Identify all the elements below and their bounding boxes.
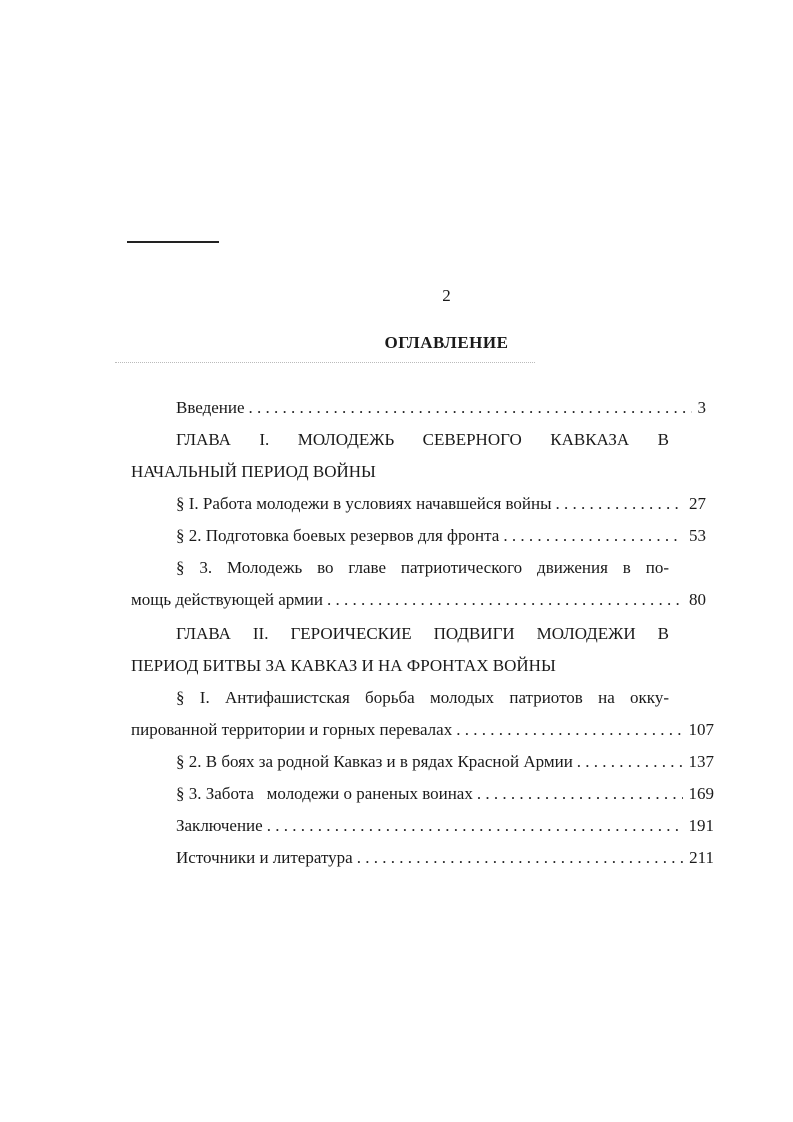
dot-leader bbox=[267, 816, 683, 836]
toc-label: пированной территории и горных перевалах bbox=[131, 720, 453, 739]
dot-leader bbox=[249, 398, 692, 418]
toc-entry-sources[interactable] bbox=[176, 848, 714, 868]
page-number: 2 bbox=[442, 286, 451, 305]
chapter-1-heading-line1: ГЛАВА I. МОЛОДЕЖЬ СЕВЕРНОГО КАВКАЗА В bbox=[176, 430, 669, 449]
toc-label: § 2. Подготовка боевых резервов для фронта bbox=[176, 526, 500, 545]
toc-page: 211 bbox=[689, 848, 714, 867]
dot-leader bbox=[477, 784, 683, 804]
dot-leader bbox=[357, 848, 683, 868]
toc-label: мощь действующей армии bbox=[131, 590, 323, 609]
toc-page: 137 bbox=[688, 752, 714, 771]
toc-entry-1-3[interactable] bbox=[131, 590, 706, 610]
chapter-2-heading-line2: ПЕРИОД БИТВЫ ЗА КАВКАЗ И НА ФРОНТАХ ВОЙНЫ bbox=[131, 656, 556, 675]
dot-leader bbox=[556, 494, 683, 514]
toc-label: § 3. Забота молодежи о раненых воинах bbox=[176, 784, 473, 803]
toc-entry-2-2[interactable] bbox=[176, 752, 714, 772]
toc-entry-1-3-line1: § 3. Молодежь во главе патриотического движения в по- bbox=[176, 558, 669, 577]
toc-entry-2-3[interactable] bbox=[176, 784, 714, 804]
scan-rule-mark bbox=[127, 241, 219, 243]
toc-page: 3 bbox=[697, 398, 706, 417]
toc-page: 107 bbox=[688, 720, 714, 739]
chapter-2-heading-line1: ГЛАВА II. ГЕРОИЧЕСКИЕ ПОДВИГИ МОЛОДЕЖИ В bbox=[176, 624, 669, 643]
scan-artifact-line bbox=[115, 362, 535, 364]
toc-label: Введение bbox=[176, 398, 245, 417]
toc-entry-conclusion[interactable] bbox=[176, 816, 714, 836]
toc-label: Источники и литература bbox=[176, 848, 353, 867]
toc-page: 27 bbox=[689, 494, 706, 513]
toc-label: § I. Работа молодежи в условиях начавшейся войны bbox=[176, 494, 552, 513]
toc-entry-1-1[interactable] bbox=[176, 494, 706, 514]
dot-leader bbox=[327, 590, 683, 610]
toc-entry-1-2[interactable] bbox=[176, 526, 706, 546]
toc-entry-2-1-line1: § I. Антифашистская борьба молодых патриотов на окку- bbox=[176, 688, 669, 707]
toc-label: Заключение bbox=[176, 816, 263, 835]
toc-page: 80 bbox=[689, 590, 706, 609]
dot-leader bbox=[503, 526, 683, 546]
toc-page: 191 bbox=[688, 816, 714, 835]
toc-page: 169 bbox=[688, 784, 714, 803]
toc-entry-introduction[interactable] bbox=[176, 398, 706, 418]
toc-label: § 2. В боях за родной Кавказ и в рядах Красной Армии bbox=[176, 752, 573, 771]
dot-leader bbox=[456, 720, 682, 740]
chapter-1-heading-line2: НАЧАЛЬНЫЙ ПЕРИОД ВОЙНЫ bbox=[131, 462, 376, 481]
toc-entry-2-1[interactable] bbox=[131, 720, 714, 740]
page-title: ОГЛАВЛЕНИЕ bbox=[384, 333, 509, 352]
dot-leader bbox=[577, 752, 683, 772]
toc-page: 53 bbox=[689, 526, 706, 545]
